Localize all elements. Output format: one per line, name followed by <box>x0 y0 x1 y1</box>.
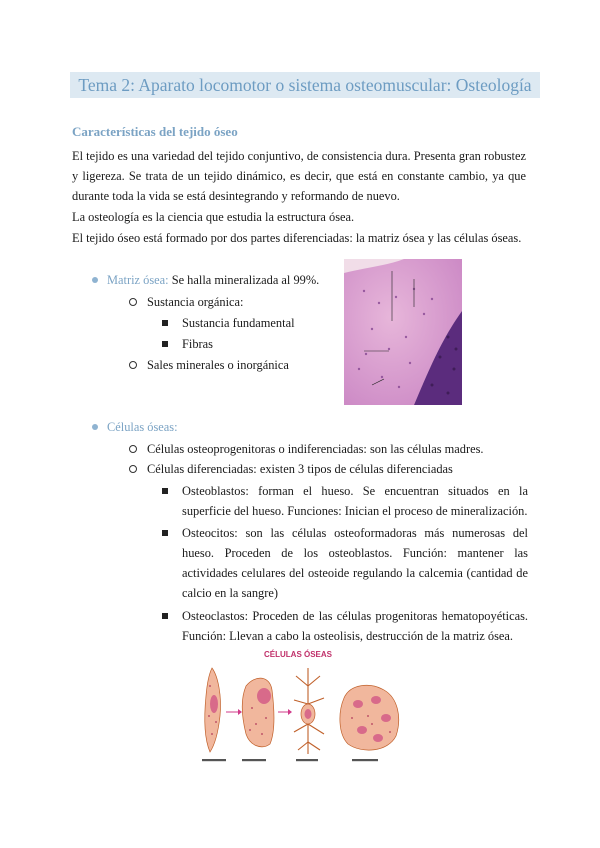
square-bullet-icon <box>162 613 168 619</box>
bullet-dot-icon <box>92 277 98 283</box>
page-title: Tema 2: Aparato locomotor o sistema osteomuscular: Osteología <box>70 72 540 98</box>
paragraph-osteologia: La osteología es la ciencia que estudia la estructura ósea. <box>72 210 355 224</box>
celulas-label: Células óseas: <box>107 420 178 434</box>
item-sustancia-fundamental: Sustancia fundamental <box>162 313 362 333</box>
bullet-dot-icon <box>92 424 98 430</box>
item-osteoprogenitoras: Células osteoprogenitoras o indiferenciadas: son las células madres. <box>129 439 484 459</box>
square-bullet-icon <box>162 488 168 494</box>
item-sustancia-organica: Sustancia orgánica: <box>129 292 243 312</box>
section-heading: Características del tejido óseo <box>72 124 238 139</box>
matriz-label: Matriz ósea: <box>107 273 169 287</box>
bullet-celulas-oseas <box>92 417 178 437</box>
item-osteoblastos: Osteoblastos: forman el hueso. Se encuentran situados en la superficie del hueso. Funciones: Inician el proceso de mineralización. <box>162 481 528 521</box>
bone-cells-figure <box>200 646 406 768</box>
item-celulas-diferenciadas: Células diferenciadas: existen 3 tipos de células diferenciadas <box>129 459 453 479</box>
item-osteoclastos: Osteoclastos: Proceden de las células progenitoras hematopoyéticas. Función: Llevan a cabo la osteolisis, destrucción de la matriz ósea. <box>162 606 528 646</box>
square-bullet-icon <box>162 530 168 536</box>
square-bullet-icon <box>162 320 168 326</box>
bullet-matriz-osea <box>92 270 319 290</box>
circle-bullet-icon <box>129 361 137 369</box>
paragraph-partes: El tejido óseo está formado por dos partes diferenciadas: la matriz ósea y las células óseas. <box>72 231 522 245</box>
item-fibras: Fibras <box>162 334 362 354</box>
item-osteocitos: Osteocitos: son las células osteoformadoras más numerosas del hueso. Proceden de los osteoblastos. Función: mantener las actividades celulares del osteoide regulando la calcemia (cantidad de calcio en la sangre) <box>162 523 528 603</box>
square-bullet-icon <box>162 341 168 347</box>
figure-title: CÉLULAS ÓSEAS <box>264 650 333 659</box>
paragraph-intro: El tejido es una variedad del tejido conjuntivo, de consistencia dura. Presenta gran robustez y ligereza. Se trata de un tejido dinámico, es decir, que está en constante cambio, ya que durante toda la vida se está desintegrando y reformando de nuevo. <box>72 149 526 203</box>
circle-bullet-icon <box>129 298 137 306</box>
matriz-text: Se halla mineralizada al 99%. <box>168 273 320 287</box>
item-sales-minerales: Sales minerales o inorgánica <box>129 355 289 375</box>
circle-bullet-icon <box>129 465 137 473</box>
circle-bullet-icon <box>129 445 137 453</box>
bone-histology-image <box>344 259 462 405</box>
